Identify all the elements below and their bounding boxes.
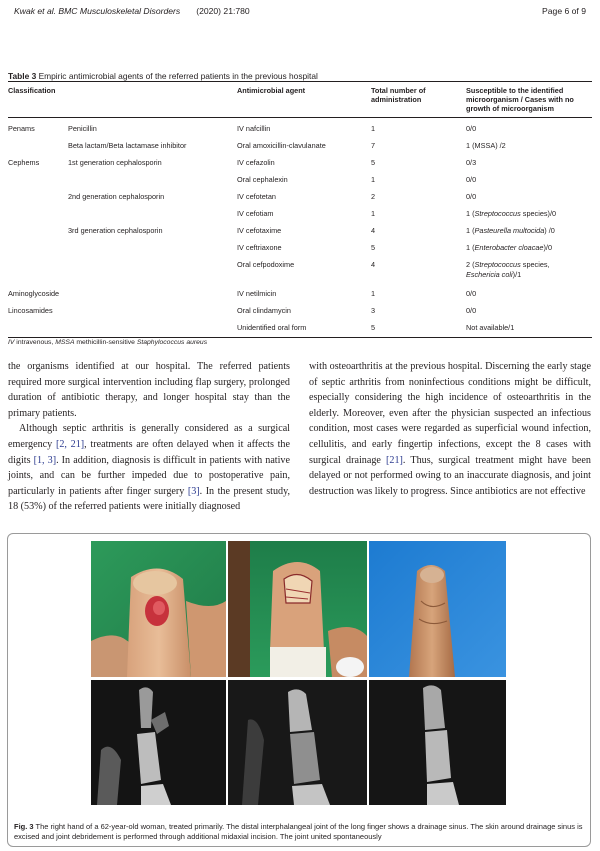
row-total: 1 — [371, 289, 376, 298]
result-prefix: 1 ( — [466, 243, 475, 252]
row-total: 3 — [371, 306, 376, 315]
row-agent: IV cefotetan — [237, 192, 276, 201]
table-title: Empiric antimicrobial agents of the referred patients in the previous hospital — [38, 71, 318, 81]
text-run: with osteoarthritis at the previous hospital. Discerning the early stage of septic arthritis from noninfectious conditions might be difficult, especially considering the high incidence of osteoarthritis in the elderly. Moreover, even after the physician suspected an infectious condition, most cases were regarded as superficial wound infection, cellulitis, and early fingertip infections, except the 8 cases with surgical drainage — [309, 361, 591, 466]
figure-caption — [14, 822, 584, 842]
row-agent: IV cefotiam — [237, 209, 274, 218]
table-caption — [8, 71, 318, 81]
page-number: Page 6 of 9 — [542, 6, 586, 16]
row-subclass: 1st generation cephalosporin — [68, 158, 162, 167]
table-label: Table 3 — [8, 71, 37, 81]
row-total: 4 — [371, 260, 376, 269]
row-result: Not available/1 — [466, 323, 515, 332]
row-result — [466, 209, 594, 219]
row-result: 0/3 — [466, 158, 477, 167]
row-agent: Unidentified oral form — [237, 323, 307, 332]
result-organism: Streptococcus — [474, 209, 521, 218]
result-mid: species, — [520, 260, 550, 269]
paragraph: the organisms identified at our hospital. The referred patients required more surgical intervention including flap surgery, prolonged duration of antibiotic therapy, and longer hospital stay than the primary patients. — [8, 361, 290, 419]
table-bottom-rule — [8, 337, 592, 338]
figure-label: Fig. 3 — [14, 822, 34, 831]
row-agent: IV netilmicin — [237, 289, 277, 298]
row-total: 1 — [371, 209, 376, 218]
citation-link[interactable]: [21] — [386, 454, 403, 466]
text-run: . In addition, diagnosis is difficult in patients with native joints, and can be further impeded due to postoperative pain, particularly in patients after finger surgery — [8, 454, 290, 497]
row-result: 0/0 — [466, 306, 477, 315]
result-organism: Pasteurella multocida — [474, 226, 545, 235]
row-agent: Oral cephalexin — [237, 175, 288, 184]
row-agent: Oral amoxicillin-clavulanate — [237, 141, 326, 150]
running-head — [14, 6, 586, 20]
result-prefix: 1 ( — [466, 226, 475, 235]
row-subclass: Beta lactam/Beta lactamase inhibitor — [68, 141, 187, 150]
row-result: 0/0 — [466, 289, 477, 298]
row-subclass: 3rd generation cephalosporin — [68, 226, 163, 235]
row-group: Cephems — [8, 158, 40, 167]
body-column-right — [309, 359, 591, 499]
clinical-photo-intraop — [228, 541, 367, 677]
figure-image-grid — [91, 541, 506, 805]
result-suffix: species)/0 — [520, 209, 557, 218]
result-organism: Streptococcus — [474, 260, 521, 269]
table-top-rule — [8, 81, 592, 82]
row-total: 5 — [371, 158, 376, 167]
footnote-abbr-mssa: MSSA — [55, 339, 75, 346]
row-agent: Oral cefpodoxime — [237, 260, 295, 269]
table-footnote — [8, 339, 207, 346]
xray-preop — [91, 680, 226, 805]
clinical-photo-preop — [91, 541, 226, 677]
row-result — [466, 226, 594, 236]
row-result: 0/0 — [466, 175, 477, 184]
citation-link[interactable]: [3] — [187, 485, 200, 497]
row-group: Penams — [8, 124, 35, 133]
result-prefix: 2 ( — [466, 260, 475, 269]
row-total: 1 — [371, 124, 376, 133]
result-suffix: )/0 — [543, 243, 552, 252]
citation-link[interactable]: [2, 21] — [55, 438, 85, 450]
text-run: . Thus, surgical treatment might have been delayed or not performed owing to an inaccurate diagnosis, and joint destruction was likely to progress. Since antibiotics are not effective — [309, 454, 591, 497]
paragraph — [309, 359, 591, 499]
row-total: 5 — [371, 323, 376, 332]
clinical-photo-followup — [369, 541, 506, 677]
footnote-abbr-iv: IV — [8, 339, 15, 346]
row-total: 1 — [371, 175, 376, 184]
row-result: 0/0 — [466, 124, 477, 133]
running-head-left — [14, 6, 250, 16]
row-subclass: Penicillin — [68, 124, 97, 133]
row-subclass: 2nd generation cephalosporin — [68, 192, 165, 201]
result-organism: Enterobacter cloacae — [474, 243, 544, 252]
xray-followup — [369, 680, 506, 805]
row-result — [466, 243, 594, 253]
row-agent: IV cefazolin — [237, 158, 275, 167]
row-agent: Oral clindamycin — [237, 306, 291, 315]
citation-link[interactable]: [1, 3] — [33, 454, 57, 466]
row-result: 0/0 — [466, 192, 477, 201]
text-run: , treatments are often delayed when it affects the digits — [8, 438, 290, 466]
header-total: Total number of administration — [371, 86, 426, 104]
footnote-organism: Staphylococcus aureus — [136, 339, 208, 346]
journal-name: Kwak et al. BMC Musculoskeletal Disorders — [14, 6, 181, 16]
result-suffix: ) /0 — [544, 226, 555, 235]
row-group: Aminoglycoside — [8, 289, 60, 298]
journal-year-volume: (2020) 21:780 — [196, 6, 250, 16]
paragraph — [8, 421, 290, 515]
header-classification: Classification — [8, 86, 56, 95]
header-agent: Antimicrobial agent — [237, 86, 306, 95]
row-total: 2 — [371, 192, 376, 201]
text-run: . In the present study, 18 (53%) of the referred patients were initially diagnosed — [8, 485, 291, 513]
row-total: 7 — [371, 141, 376, 150]
text-run: Although septic arthritis is generally considered as a surgical emergency — [8, 423, 290, 450]
footnote-mssa: methicillin-sensitive — [74, 339, 137, 346]
result-suffix: )/1 — [512, 269, 522, 279]
row-result: 1 (MSSA) /2 — [466, 141, 506, 150]
row-result — [466, 260, 594, 279]
row-agent: IV nafcillin — [237, 124, 271, 133]
table-header-rule — [8, 117, 592, 118]
row-total: 4 — [371, 226, 376, 235]
figure-caption-text: The right hand of a 62-year-old woman, treated primarily. The distal interphalangeal joint of the long finger shows a drainage sinus. The skin around drainage sinus is excised and joint debridement is performed through additional midaxial incision. The joint united spontaneously — [14, 822, 583, 841]
row-agent: IV cefotaxime — [237, 226, 282, 235]
xray-postop — [228, 680, 367, 805]
row-group: Lincosamides — [8, 306, 53, 315]
result-prefix: 1 ( — [466, 209, 475, 218]
header-susceptible: Susceptible to the identified microorganism / Cases with no growth of microorganism — [466, 86, 574, 113]
row-total: 5 — [371, 243, 376, 252]
result-organism-2: Eschericia coli — [466, 269, 513, 279]
row-agent: IV ceftriaxone — [237, 243, 282, 252]
footnote-iv: intravenous, — [14, 339, 56, 346]
body-column-left — [8, 359, 290, 515]
